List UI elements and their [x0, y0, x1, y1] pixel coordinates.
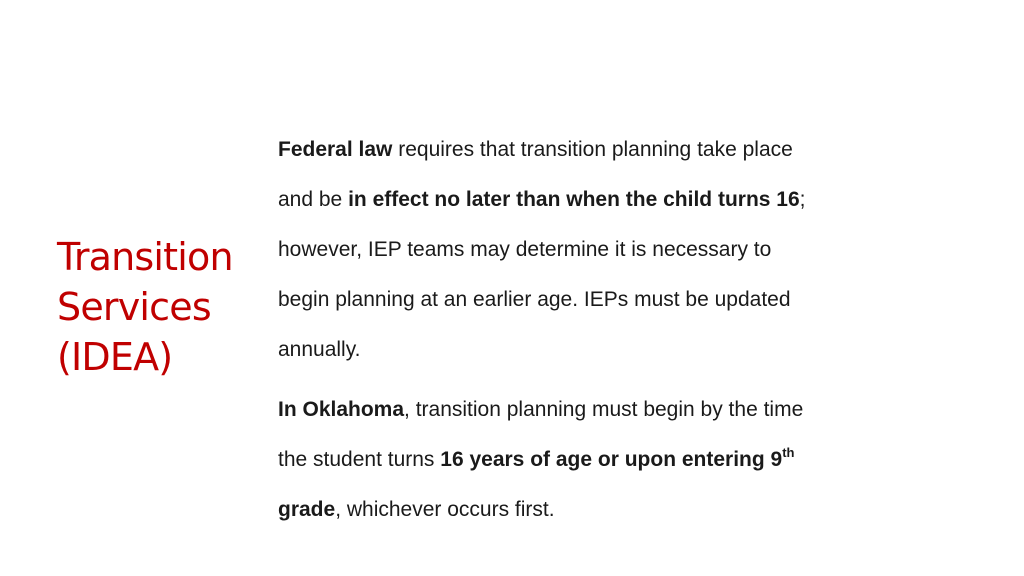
text-requires-planning: requires that transition planning take place	[392, 138, 793, 161]
paragraph-2-line-3	[278, 485, 938, 535]
bold-in-effect: in effect no later than when the child turns 16	[348, 188, 800, 211]
slide-title	[57, 232, 257, 382]
text-and-be: and be	[278, 188, 349, 211]
text-student-turns: the student turns	[278, 448, 441, 471]
bold-in-oklahoma: In Oklahoma	[278, 398, 405, 421]
bold-16-years: 16 years of age or upon entering 9	[440, 448, 783, 471]
slide-body	[278, 125, 938, 535]
bold-federal-law: Federal law	[278, 138, 393, 161]
paragraph-1-line-3: however, IEP teams may determine it is necessary to	[278, 238, 772, 261]
paragraph-2-line-2	[278, 435, 938, 485]
paragraph-2-line-1	[278, 385, 938, 435]
paragraph-1-line-4: begin planning at an earlier age. IEPs must be updated	[278, 288, 791, 311]
paragraph-1-line-5: annually.	[278, 338, 361, 361]
bold-grade: grade	[278, 498, 336, 521]
title-line-2: Services	[57, 285, 211, 329]
paragraph-federal-law	[278, 125, 938, 375]
superscript-th: th	[782, 445, 795, 460]
title-line-3: (IDEA)	[57, 335, 173, 379]
paragraph-1-line-2	[278, 175, 938, 225]
text-semicolon: ;	[799, 188, 806, 211]
text-whichever-first: , whichever occurs first.	[335, 498, 555, 521]
title-line-1: Transition	[57, 235, 233, 279]
text-transition-must-begin: , transition planning must begin by the time	[404, 398, 804, 421]
paragraph-oklahoma	[278, 385, 938, 535]
paragraph-1-line-1	[278, 125, 938, 175]
